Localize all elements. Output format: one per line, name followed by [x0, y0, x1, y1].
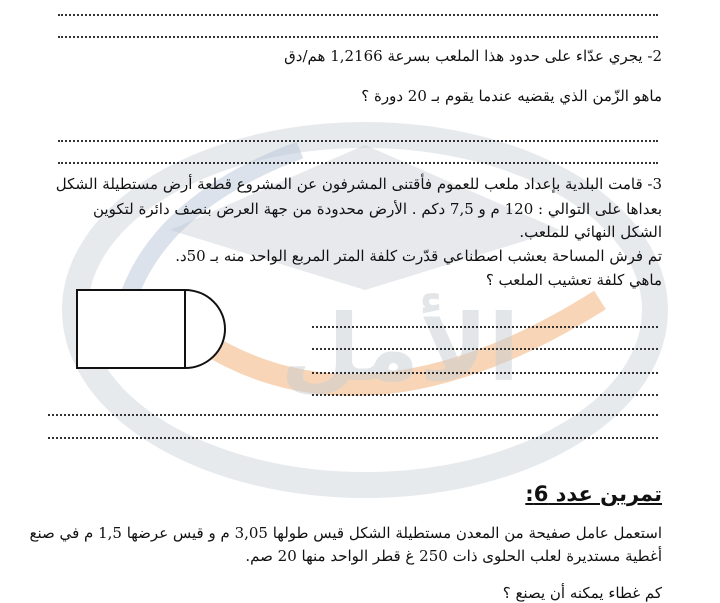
- answer-line[interactable]: [312, 394, 658, 396]
- stadium-figure: [75, 288, 235, 370]
- exercise6-line2: أغطية مستديرة لعلب الحلوى ذات 250 غ قطر الواحد منها 20 صم.: [245, 547, 662, 565]
- exercise6-title: تمرين عدد 6:: [525, 482, 662, 506]
- stadium-outline: [77, 290, 225, 368]
- answer-line[interactable]: [58, 140, 658, 142]
- answer-line[interactable]: [58, 36, 658, 38]
- answer-line[interactable]: [48, 414, 658, 416]
- exercise6-line1: استعمل عامل صفيحة من المعدن مستطيلة الشكل قيس طولها 3,05 م و قيس عرضها 1,5 م في صنع: [29, 524, 662, 542]
- answer-line[interactable]: [58, 162, 658, 164]
- watermark-text: الأمل: [280, 295, 520, 402]
- q3-line5: ماهي كلفة تعشيب الملعب ؟: [485, 271, 662, 289]
- q3-line4: تم فرش المساحة بعشب اصطناعي قدّرت كلفة المتر المربع الواحد منه بـ 50د.: [175, 247, 662, 265]
- answer-line[interactable]: [312, 372, 658, 374]
- q2-line2: ماهو الزّمن الذي يقضيه عندما يقوم بـ 20 دورة ؟: [361, 87, 662, 105]
- q2-line1: 2- يجري عدّاء على حدود هذا الملعب بسرعة 1,2166 هم/دق: [284, 47, 662, 65]
- q3-line2: بعداها على التوالي : 120 م و 7,5 دكم . الأرض محدودة من جهة العرض بنصف دائرة لتكوين: [93, 200, 662, 218]
- answer-line[interactable]: [312, 348, 658, 350]
- exercise6-question: كم غطاء يمكنه أن يصنع ؟: [502, 584, 662, 602]
- q3-line3: الشكل النهائي للملعب.: [519, 223, 662, 241]
- q3-line1: 3- قامت البلدية بإعداد ملعب للعموم فأقتنى المشرفون عن المشروع قطعة أرض مستطيلة الشكل: [55, 175, 662, 193]
- answer-line[interactable]: [312, 326, 658, 328]
- answer-line[interactable]: [48, 437, 658, 439]
- answer-line[interactable]: [58, 14, 658, 16]
